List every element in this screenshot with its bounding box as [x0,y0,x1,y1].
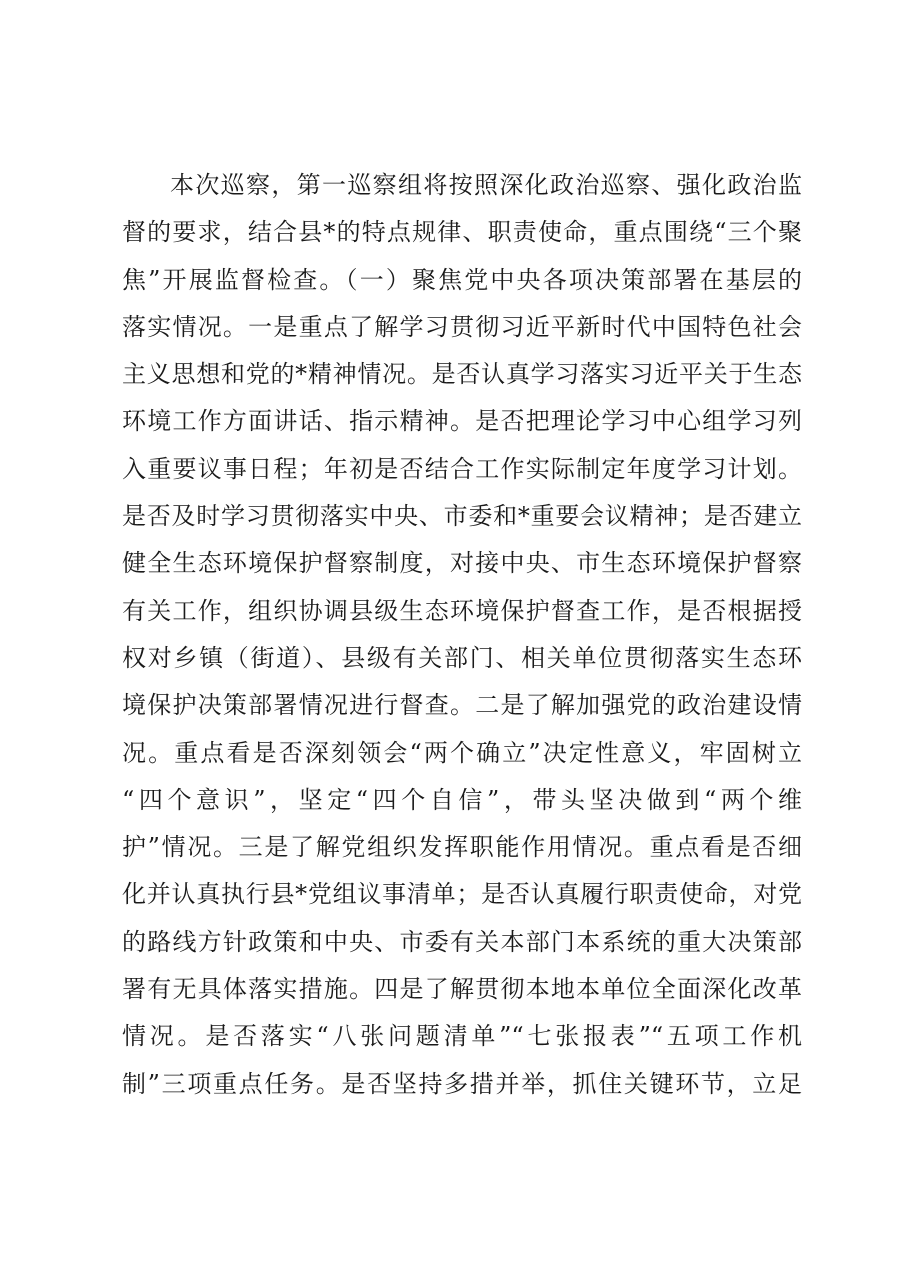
paragraph-line: 情况。是否落实“八张问题清单”“七张报表”“五项工作机 [122,1022,802,1051]
paragraph-line: 落实情况。一是重点了解学习贯彻习近平新时代中国特色社会 [122,312,802,341]
paragraph-line: 权对乡镇（街道）、县级有关部门、相关单位贯彻落实生态环 [122,643,802,672]
paragraph-line: 况。重点看是否深刻领会“两个确立”决定性意义，牢固树立 [122,738,802,767]
paragraph-line: 督的要求，结合县*的特点规律、职责使命，重点围绕“三个聚 [122,218,802,247]
body-paragraph [122,162,802,1108]
paragraph-line: 入重要议事日程；年初是否结合工作实际制定年度学习计划。 [122,454,802,483]
paragraph-line: 主义思想和党的*精神情况。是否认真学习落实习近平关于生态 [122,360,802,389]
paragraph-line: 本次巡察，第一巡察组将按照深化政治巡察、强化政治监 [170,171,802,199]
paragraph-line: “四个意识”，坚定“四个自信”，带头坚决做到“两个维 [122,785,802,814]
paragraph-line: 制”三项重点任务。是否坚持多措并举，抓住关键环节，立足 [122,1069,802,1098]
paragraph-line: 的路线方针政策和中央、市委有关本部门本系统的重大决策部 [122,927,802,956]
paragraph-line: 署有无具体落实措施。四是了解贯彻本地本单位全面深化改革 [122,975,802,1004]
paragraph-line: 健全生态环境保护督察制度，对接中央、市生态环境保护督察 [122,549,802,578]
paragraph-line: 环境工作方面讲话、指示精神。是否把理论学习中心组学习列 [122,407,802,436]
paragraph-line: 境保护决策部署情况进行督查。二是了解加强党的政治建设情 [122,691,802,720]
paragraph-line: 是否及时学习贯彻落实中央、市委和*重要会议精神；是否建立 [122,502,802,531]
paragraph-line: 焦”开展监督检查。（一）聚焦党中央各项决策部署在基层的 [122,265,802,294]
paragraph-line: 有关工作，组织协调县级生态环境保护督查工作，是否根据授 [122,596,802,625]
paragraph-line: 化并认真执行县*党组议事清单；是否认真履行职责使命，对党 [122,880,802,909]
paragraph-line: 护”情况。三是了解党组织发挥职能作用情况。重点看是否细 [122,833,802,862]
